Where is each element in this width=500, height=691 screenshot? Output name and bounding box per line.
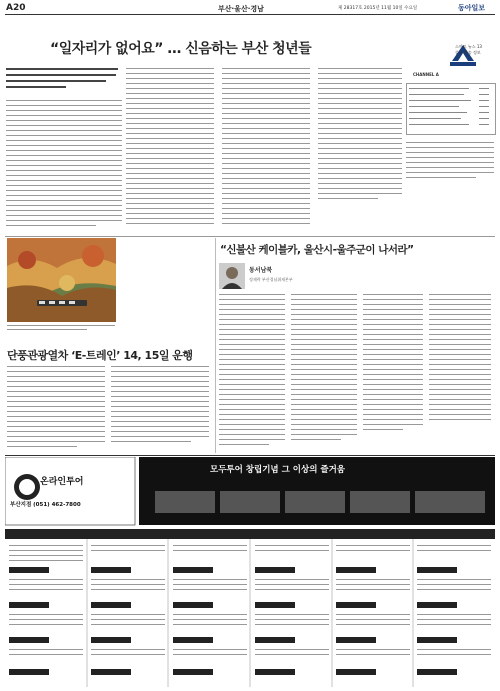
column-headline: “신불산 케이블카, 울산시-울주군이 나서라” bbox=[220, 244, 414, 256]
article-body-text bbox=[126, 66, 406, 236]
sidebar-body-text bbox=[406, 140, 496, 230]
sidebar-item-1: 스마트 뉴스 13 bbox=[455, 44, 482, 49]
section-divider bbox=[5, 236, 495, 237]
sidebar-title: CHANNEL A bbox=[413, 72, 439, 77]
headline-quote: “일자리가 없어요” bbox=[50, 41, 163, 57]
tour-body-text bbox=[7, 364, 217, 454]
ad-top-rule bbox=[5, 455, 495, 456]
column-tag: 동서남북 bbox=[249, 267, 273, 274]
main-headline bbox=[50, 38, 311, 58]
article-lead-text bbox=[6, 66, 124, 236]
travel-advertisement bbox=[5, 457, 495, 687]
autumn-train-photo bbox=[7, 238, 116, 322]
ad-banner-text: 모두투어 창립기념 그 이상의 즐거움 bbox=[210, 465, 346, 475]
issue-info: 제 28317호 2015년 11월 10일 수요일 bbox=[338, 6, 418, 11]
column-body-text bbox=[219, 292, 494, 454]
page-number: A20 bbox=[6, 3, 26, 13]
ad-phone: 부산지점 (051) 462-7800 bbox=[10, 502, 81, 508]
section-title: 부산·울산·경남 bbox=[218, 5, 264, 13]
tour-headline: 단풍관광열차 ‘E-트레인’ 14, 15일 운행 bbox=[7, 349, 193, 362]
sidebar-lines bbox=[407, 86, 493, 132]
headline-sub: … 신음하는 부산 청년들 bbox=[167, 41, 312, 57]
ad-brand: 온라인투어 bbox=[40, 477, 84, 487]
paper-logo: 동아일보 bbox=[458, 4, 486, 12]
columnist-portrait bbox=[219, 263, 245, 289]
column-divider bbox=[215, 238, 216, 453]
column-byline: 정재락 부산경남취재본부 bbox=[249, 277, 293, 282]
header-rule bbox=[5, 14, 495, 15]
sidebar-item-2: 종합 방송 정보 bbox=[455, 50, 481, 55]
photo-caption bbox=[7, 324, 117, 332]
